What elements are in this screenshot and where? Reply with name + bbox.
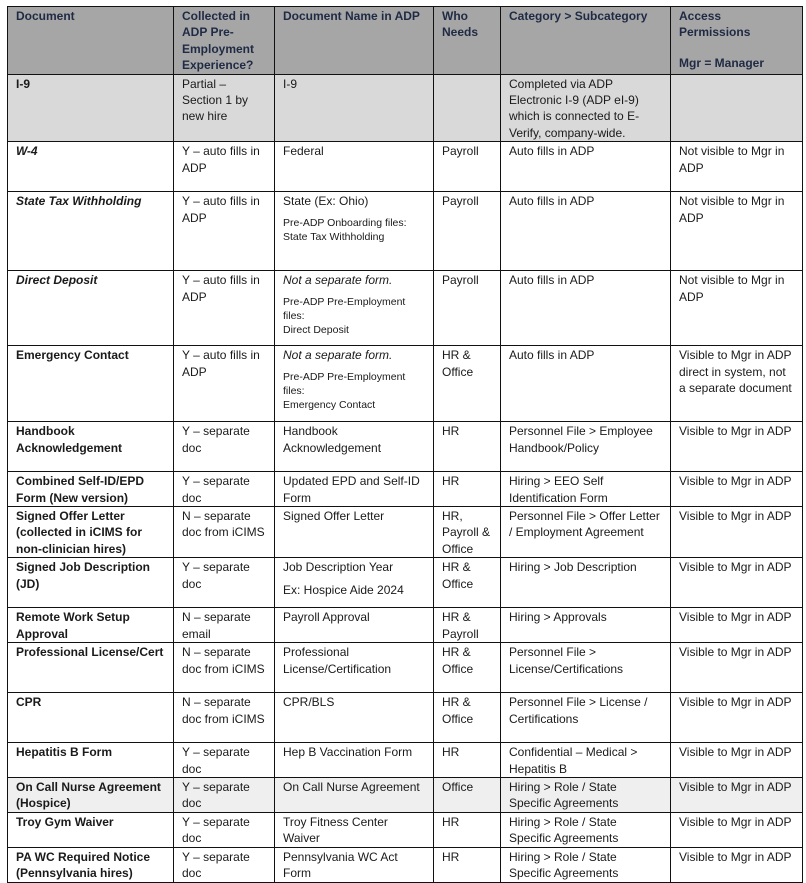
cell-collected: N – separate doc from iCIMS: [174, 507, 275, 558]
cell-who-needs: Payroll: [434, 192, 501, 271]
table-row: [8, 693, 803, 743]
name-note: Emergency Contact: [283, 398, 376, 411]
table-row: [8, 608, 803, 643]
cell-category: Personnel File > License / Certifications: [501, 693, 671, 743]
cell-collected: Y – auto fills in ADP: [174, 192, 275, 271]
cell-name-in-adp: [275, 743, 434, 778]
cell-document: Handbook Acknowledgement: [8, 422, 174, 472]
cell-who-needs: HR: [434, 847, 501, 882]
cell-document: I-9: [8, 74, 174, 142]
cell-access: Visible to Mgr in ADP: [671, 608, 803, 643]
name-main: On Call Nurse Agreement: [283, 779, 420, 794]
cell-collected: N – separate doc from iCIMS: [174, 693, 275, 743]
table-row: [8, 558, 803, 608]
header-name-in-adp: Document Name in ADP: [275, 7, 434, 75]
cell-name-in-adp: [275, 74, 434, 142]
header-access: [671, 7, 803, 75]
cell-document: CPR: [8, 693, 174, 743]
header-access-note: Mgr = Manager: [679, 55, 765, 70]
cell-name-in-adp: [275, 507, 434, 558]
cell-who-needs: HR & Office: [434, 693, 501, 743]
cell-who-needs: HR & Office: [434, 346, 501, 422]
cell-collected: Y – separate doc: [174, 422, 275, 472]
cell-document: Hepatitis B Form: [8, 743, 174, 778]
cell-access: Not visible to Mgr in ADP: [671, 142, 803, 192]
cell-document: Remote Work Setup Approval: [8, 608, 174, 643]
cell-name-in-adp: [275, 608, 434, 643]
cell-name-in-adp: [275, 472, 434, 507]
table-row: [8, 192, 803, 271]
cell-access: Not visible to Mgr in ADP: [671, 192, 803, 271]
cell-document: Troy Gym Waiver: [8, 812, 174, 847]
cell-who-needs: Payroll: [434, 271, 501, 346]
cell-name-in-adp: [275, 422, 434, 472]
cell-who-needs: HR: [434, 812, 501, 847]
name-note: Pre-ADP Pre-Employment files:: [283, 295, 406, 322]
cell-access: Visible to Mgr in ADP: [671, 847, 803, 882]
name-main: Updated EPD and Self-ID Form: [283, 474, 420, 505]
cell-name-in-adp: [275, 693, 434, 743]
cell-document: Combined Self-ID/EPD Form (New version): [8, 472, 174, 507]
cell-name-in-adp: [275, 777, 434, 812]
cell-category: Personnel File > License/Certifications: [501, 643, 671, 693]
cell-document: Emergency Contact: [8, 346, 174, 422]
cell-document: W-4: [8, 142, 174, 192]
cell-name-in-adp: [275, 643, 434, 693]
cell-who-needs: HR & Office: [434, 643, 501, 693]
cell-who-needs: HR: [434, 422, 501, 472]
table-row: [8, 777, 803, 812]
name-note: Pre-ADP Onboarding files:: [283, 216, 407, 229]
cell-access: [671, 74, 803, 142]
name-note: State Tax Withholding: [283, 230, 385, 243]
cell-document: Signed Job Description (JD): [8, 558, 174, 608]
header-who-needs: Who Needs: [434, 7, 501, 75]
name-main: CPR/BLS: [283, 695, 335, 710]
cell-name-in-adp: [275, 142, 434, 192]
cell-access: Visible to Mgr in ADP: [671, 643, 803, 693]
table-row: [8, 346, 803, 422]
name-main: Payroll Approval: [283, 610, 370, 625]
name-main: Troy Fitness Center Waiver: [283, 814, 388, 846]
cell-category: Hiring > EEO Self Identification Form: [501, 472, 671, 507]
table-row: [8, 74, 803, 142]
cell-who-needs: [434, 74, 501, 142]
cell-collected: N – separate doc from iCIMS: [174, 643, 275, 693]
cell-collected: Y – auto fills in ADP: [174, 271, 275, 346]
table-row: [8, 422, 803, 472]
table-row: [8, 507, 803, 558]
cell-category: Hiring > Role / State Specific Agreements: [501, 847, 671, 882]
cell-collected: N – separate email: [174, 608, 275, 643]
cell-document: Signed Offer Letter (collected in iCIMS for non-clinician hires): [8, 507, 174, 558]
table-row: [8, 472, 803, 507]
cell-access: Visible to Mgr in ADP: [671, 812, 803, 847]
cell-collected: Y – separate doc: [174, 777, 275, 812]
table-row: [8, 743, 803, 778]
cell-category: Completed via ADP Electronic I-9 (ADP eI-9) which is connected to E-Verify, company-wide.: [501, 74, 671, 142]
cell-collected: Y – separate doc: [174, 812, 275, 847]
onboarding-documents-table: [7, 6, 803, 883]
cell-access: Visible to Mgr in ADP: [671, 693, 803, 743]
cell-who-needs: HR: [434, 472, 501, 507]
name-note: Pre-ADP Pre-Employment files:: [283, 370, 406, 397]
name-main: Hep B Vaccination Form: [283, 745, 413, 760]
cell-collected: Y – separate doc: [174, 743, 275, 778]
table-row: [8, 142, 803, 192]
spacer: [679, 41, 794, 55]
cell-category: Confidential – Medical > Hepatitis B: [501, 743, 671, 778]
cell-document: State Tax Withholding: [8, 192, 174, 271]
cell-access: Visible to Mgr in ADP: [671, 743, 803, 778]
cell-category: Personnel File > Employee Handbook/Policy: [501, 422, 671, 472]
name-main: Job Description Year: [283, 560, 394, 575]
cell-who-needs: HR & Payroll: [434, 608, 501, 643]
cell-category: Hiring > Role / State Specific Agreements: [501, 777, 671, 812]
cell-access: Visible to Mgr in ADP direct in system, not a separate document: [671, 346, 803, 422]
cell-category: Auto fills in ADP: [501, 271, 671, 346]
cell-who-needs: HR: [434, 743, 501, 778]
cell-access: Visible to Mgr in ADP: [671, 558, 803, 608]
cell-access: Visible to Mgr in ADP: [671, 422, 803, 472]
name-main: Signed Offer Letter: [283, 509, 385, 524]
table-row: [8, 847, 803, 882]
cell-access: Visible to Mgr in ADP: [671, 777, 803, 812]
table-row: [8, 812, 803, 847]
name-note: Direct Deposit: [283, 323, 349, 336]
cell-who-needs: Payroll: [434, 142, 501, 192]
cell-category: Hiring > Approvals: [501, 608, 671, 643]
header-row: [8, 7, 803, 75]
cell-who-needs: HR & Office: [434, 558, 501, 608]
cell-category: Personnel File > Offer Letter / Employment Agreement: [501, 507, 671, 558]
cell-collected: Partial – Section 1 by new hire: [174, 74, 275, 142]
name-main: Handbook Acknowledgement: [283, 424, 382, 455]
name-main: Not a separate form.: [283, 348, 393, 363]
cell-collected: Y – separate doc: [174, 558, 275, 608]
cell-collected: Y – auto fills in ADP: [174, 346, 275, 422]
cell-access: Not visible to Mgr in ADP: [671, 271, 803, 346]
name-main: Federal: [283, 144, 324, 159]
cell-name-in-adp: [275, 192, 434, 271]
table-row: [8, 271, 803, 346]
cell-category: Auto fills in ADP: [501, 192, 671, 271]
cell-name-in-adp: [275, 271, 434, 346]
name-main: Pennsylvania WC Act Form: [283, 849, 398, 880]
cell-name-in-adp: [275, 346, 434, 422]
cell-category: Hiring > Role / State Specific Agreements: [501, 812, 671, 847]
name-main: Not a separate form.: [283, 273, 393, 288]
cell-name-in-adp: [275, 847, 434, 882]
cell-document: On Call Nurse Agreement (Hospice): [8, 777, 174, 812]
cell-document: Direct Deposit: [8, 271, 174, 346]
cell-document: PA WC Required Notice (Pennsylvania hires): [8, 847, 174, 882]
cell-collected: Y – separate doc: [174, 847, 275, 882]
cell-name-in-adp: [275, 558, 434, 608]
cell-category: Hiring > Job Description: [501, 558, 671, 608]
cell-category: Auto fills in ADP: [501, 346, 671, 422]
header-collected: Collected in ADP Pre-Employment Experience?: [174, 7, 275, 75]
header-category: Category > Subcategory: [501, 7, 671, 75]
cell-collected: Y – auto fills in ADP: [174, 142, 275, 192]
table-row: [8, 643, 803, 693]
name-main: I-9: [283, 76, 298, 91]
name-main: Professional License/Certification: [283, 645, 392, 676]
cell-access: Visible to Mgr in ADP: [671, 507, 803, 558]
cell-document: Professional License/Cert: [8, 643, 174, 693]
cell-category: Auto fills in ADP: [501, 142, 671, 192]
cell-collected: Y – separate doc: [174, 472, 275, 507]
cell-name-in-adp: [275, 812, 434, 847]
header-access-label: Access Permissions: [679, 9, 751, 40]
header-document: Document: [8, 7, 174, 75]
cell-who-needs: HR, Payroll & Office: [434, 507, 501, 558]
name-note: Ex: Hospice Aide 2024: [283, 582, 404, 597]
name-main: State (Ex: Ohio): [283, 194, 369, 209]
cell-access: Visible to Mgr in ADP: [671, 472, 803, 507]
cell-who-needs: Office: [434, 777, 501, 812]
